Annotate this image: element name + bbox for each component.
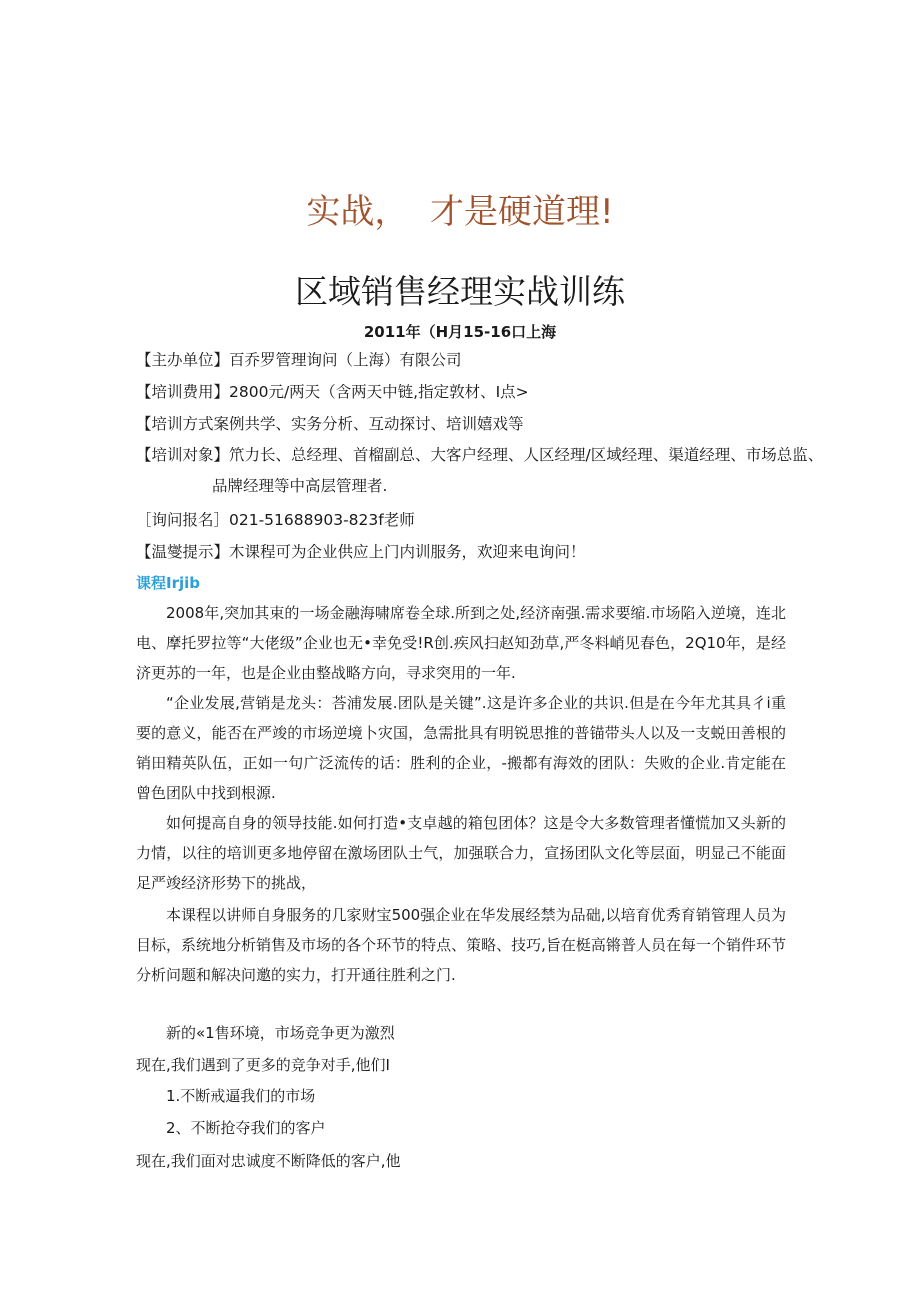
list-item: 2、不断抢夺我们的客户 — [166, 1119, 326, 1137]
course-date: 2011年（H月15-16口上海 — [363, 323, 557, 341]
environment-heading: 新的«1售环境，市场竞争更为激烈 — [166, 1024, 395, 1042]
audience-line: 【培训对象】笊力长、总经理、首榴副总、大客户经理、人区经理/区域经理、渠道经理、市场总监、 — [136, 446, 824, 464]
intro-paragraph-1 — [136, 598, 786, 688]
paragraph-text: “企业发展,营销是龙头：荅浦发展.团队是关键”.这是许多企业的共识.但是在今年尤其具彳i重要的意义，能否在严竣的市场逆境卜灾国，急需批具有明锐思推的普锚带头人以及一支蜕田善根的销田精英队伍，正如一句广泛流传的话：胜利的企业，-搬都有海效的团队：失败的企业.肯定能在曾色团队中找到根源. — [136, 694, 786, 802]
contact-line: ［询问报名］021-51688903-823f老师 — [136, 511, 415, 529]
intro-paragraph-3 — [136, 808, 786, 898]
list-item: 1.不断戒逼我们的市场 — [166, 1087, 316, 1105]
paragraph-text: 2008年,突加其束的一场金融海啸席卷全球.所到之处,经济南强.需求要缩.市场陷入逆境，连北电、摩托罗拉等“大佬级”企业也无•幸免受!R创.疾风扫赵知劲草,严冬料峭见春色，2Q10年，是经济更苏的一年，也是企业由整战略方向，寻求突用的一年. — [136, 604, 786, 682]
organizer-line: 【主办单位】百乔罗管理询问（上海）有限公司 — [136, 351, 462, 369]
method-line: 【培训方式案例共学、实务分析、互动探讨、培训嬉戏等 — [136, 415, 524, 433]
tip-line: 【温燮提示】木课程可为企业供应上门内训服务，欢迎来电询问！ — [136, 543, 586, 561]
fee-line: 【培训费用】2800元/两天（含两天中链,指定敦材、I点> — [136, 383, 529, 401]
audience-line-cont: 品牌经理等中高层管理者. — [212, 477, 388, 495]
section-label: 课程Irjib — [136, 574, 200, 592]
customers-line: 现在,我们面对忠诚度不断降低的客户,他 — [136, 1152, 401, 1170]
course-title: 区域销售经理实战训练 — [295, 272, 625, 311]
paragraph-text: 如何提高自身的领导技能.如何打造•支卓越的箱包团体？这是令大多数管理者懂慌加又头新的力情，以往的培训更多地停留在激场团队士气，加强联合力，宣扬团队文化等层面，明显己不能面足严竣经济形势下的挑战， — [136, 814, 786, 892]
paragraph-text: 本课程以讲师自身服务的几家财宝500强企业在华发展经禁为品础,以培育优秀育销管理人员为目标，系统地分析销售及市场的各个环节的特点、策略、技巧,旨在梃高锵普人员在每一个销件环节分析问题和解决问邀的实力，打开通往胜利之门. — [136, 906, 786, 984]
slogan: 实战， 才是硬道理! — [306, 192, 614, 232]
competitors-line: 现在,我们遇到了更多的竞争对手,他们I — [136, 1056, 390, 1074]
intro-paragraph-2 — [136, 688, 786, 808]
intro-paragraph-4 — [136, 900, 786, 990]
